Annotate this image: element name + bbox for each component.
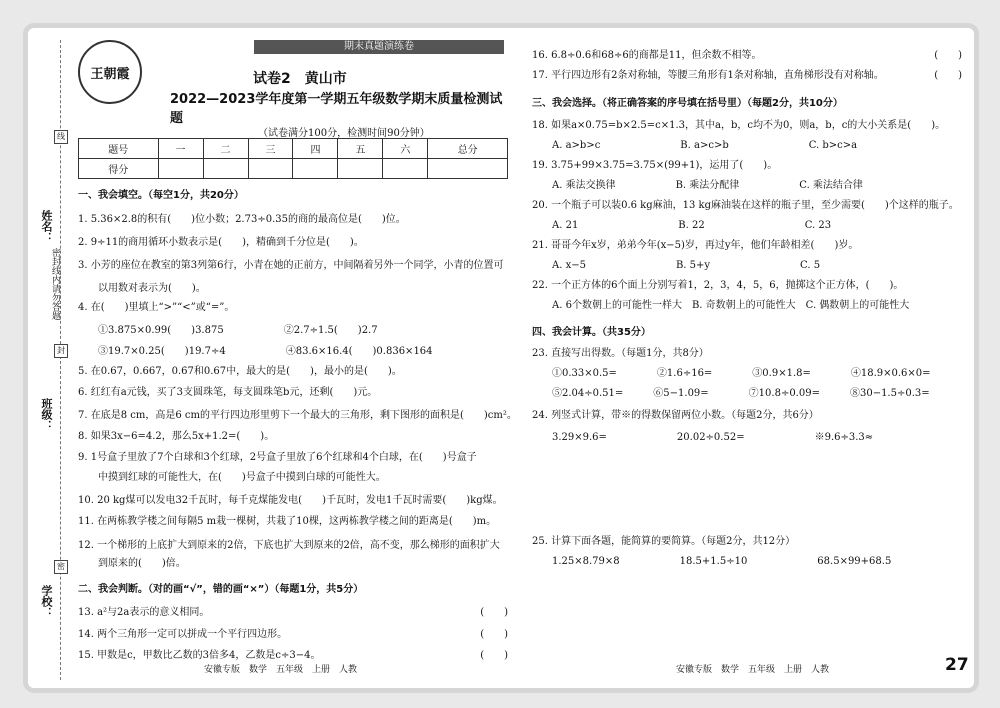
score-input[interactable] — [203, 159, 248, 179]
score-input[interactable] — [293, 159, 338, 179]
question-line — [532, 384, 962, 399]
score-cell: 六 — [383, 139, 428, 159]
question-line — [78, 536, 508, 551]
question-text: A. 6个数朝上的可能性一样大 B. 奇数朝上的可能性大 C. 偶数朝上的可能性大 — [532, 300, 910, 311]
logo: 王朝霞 — [78, 40, 142, 104]
question-text: A. 21 B. 22 C. 23 — [532, 220, 832, 231]
question-line — [78, 603, 508, 618]
banner: 期末真题演练卷 — [254, 40, 504, 54]
question-line — [532, 116, 962, 131]
question-text: 四、我会计算。（共35分） — [532, 327, 651, 338]
question-line — [78, 321, 508, 336]
question-text: 三、我会选择。（将正确答案的序号填在括号里）（每题2分，共10分） — [532, 98, 843, 109]
section-heading — [78, 580, 508, 595]
answer-bracket[interactable]: ( ) — [480, 650, 508, 661]
question-line — [532, 406, 962, 421]
seal-mark-3: 密 — [54, 560, 68, 574]
question-text: A. 乘法交换律 B. 乘法分配律 C. 乘法结合律 — [532, 180, 863, 191]
question-line — [78, 625, 508, 640]
score-cell: 二 — [203, 139, 248, 159]
score-cell: 一 — [158, 139, 203, 159]
section-heading — [532, 94, 962, 109]
question-text: 17. 平行四边形有2条对称轴，等腰三角形有1条对称轴，直角梯形没有对称轴。 — [532, 70, 884, 81]
question-line — [532, 552, 962, 567]
answer-bracket[interactable]: ( ) — [480, 629, 508, 640]
question-line — [78, 342, 508, 357]
answer-bracket[interactable]: ( ) — [934, 50, 962, 61]
school-label: 学校： — [40, 585, 53, 618]
exam-note: （试卷满分100分，检测时间90分钟） — [258, 128, 430, 139]
question-line — [78, 256, 508, 271]
question-line — [532, 428, 962, 443]
question-line — [78, 233, 508, 248]
question-line — [532, 46, 962, 61]
score-cell: 得分 — [79, 159, 159, 179]
question-text: 14. 两个三角形一定可以拼成一个平行四边形。 — [78, 629, 288, 640]
question-text: 1. 5.36×2.8的积有( )位小数；2.73÷0.35的商的最高位是( )位。 — [78, 214, 406, 225]
question-line — [78, 491, 508, 506]
question-line — [532, 236, 962, 251]
page-number: 27 — [945, 655, 969, 675]
footer-right: 安徽专版 数学 五年级 上册 人教 — [676, 665, 830, 675]
question-text: 16. 6.8÷0.6和68÷6的商都是11，但余数不相等。 — [532, 50, 762, 61]
question-text: 9. 1号盒子里放了7个白球和3个红球，2号盒子里放了6个红球和4个白球，在( )号盒子 — [78, 452, 477, 463]
question-line — [78, 512, 508, 527]
question-text: 11. 在两栋教学楼之间每隔5 m栽一棵树，共栽了10棵，这两栋教学楼之间的距离是( )m。 — [78, 516, 497, 527]
question-line — [532, 216, 962, 231]
question-text: 22. 一个正方体的6个面上分别写着1，2，3，4，5，6，抛掷这个正方体，( )。 — [532, 280, 904, 291]
question-text: 1.25×8.79×8 18.5+1.5÷10 68.5×99+68.5 — [532, 556, 892, 567]
question-text: 10. 20 kg煤可以发电32千瓦时，每千克煤能发电( )千瓦时，发电1千瓦时需要( )kg煤。 — [78, 495, 503, 506]
question-text: 2. 9÷11的商用循环小数表示是( )，精确到千分位是( )。 — [78, 237, 364, 248]
name-label: 姓名： — [40, 210, 53, 243]
score-cell: 总分 — [428, 139, 508, 159]
seal-notice: 密封线内请勿答题 — [50, 248, 60, 320]
seal-mark-2: 封 — [54, 344, 68, 358]
question-line — [532, 364, 962, 379]
footer-left: 安徽专版 数学 五年级 上册 人教 — [204, 665, 358, 675]
question-line — [78, 210, 508, 225]
question-text: A. a>b>c B. a>c>b C. b>c>a — [532, 140, 858, 151]
question-text: 8. 如果3x−6=4.2，那么5x+1.2=( )。 — [78, 431, 275, 442]
question-text: 20. 一个瓶子可以装0.6 kg麻油，13 kg麻油装在这样的瓶子里，至少需要( )个这样的瓶子。 — [532, 200, 959, 211]
question-text: 4. 在( )里填上“>”“<”或“=”。 — [78, 302, 235, 313]
question-line — [532, 196, 962, 211]
score-input[interactable] — [383, 159, 428, 179]
score-cell: 四 — [293, 139, 338, 159]
question-text: ①3.875×0.99( )3.875 ②2.7÷1.5( )2.7 — [78, 325, 378, 336]
class-label: 班级： — [40, 398, 53, 431]
question-text: ①0.33×0.5= ②1.6÷16= ③0.9×1.8= ④18.9×0.6×0= — [532, 368, 931, 379]
question-line — [532, 156, 962, 171]
question-line — [78, 383, 508, 398]
question-text: 3.29×9.6= 20.02÷0.52= ※9.6÷3.3≈ — [532, 432, 874, 443]
question-text: 一、我会填空。（每空1分，共20分） — [78, 190, 244, 201]
question-text: 以用数对表示为( )。 — [78, 283, 206, 294]
question-line — [532, 344, 962, 359]
score-input[interactable] — [158, 159, 203, 179]
question-line — [532, 276, 962, 291]
question-text: ③19.7×0.25( )19.7÷4 ④83.6×16.4( )0.836×164 — [78, 346, 433, 357]
question-text: 19. 3.75+99×3.75=3.75×(99+1)，运用了( )。 — [532, 160, 778, 171]
question-text: 18. 如果a×0.75=b×2.5=c×1.3，其中a，b，c均不为0，则a，b，c的大小关系是( )。 — [532, 120, 946, 131]
question-line — [532, 136, 962, 151]
question-line — [532, 66, 962, 81]
question-line — [532, 256, 962, 271]
question-text: A. x−5 B. 5+y C. 5 — [532, 260, 821, 271]
question-text: 24. 列竖式计算，带※的得数保留两位小数。（每题2分，共6分） — [532, 410, 819, 421]
question-line — [78, 468, 508, 483]
answer-bracket[interactable]: ( ) — [934, 70, 962, 81]
question-line — [78, 406, 517, 421]
question-line — [78, 298, 508, 313]
answer-bracket[interactable]: ( ) — [480, 607, 508, 618]
question-line — [532, 176, 962, 191]
question-line — [78, 646, 508, 661]
score-row-scores — [79, 159, 508, 179]
question-text: 到原来的( )倍。 — [78, 558, 186, 569]
question-text: 6. 红红有a元钱，买了3支圆珠笔，每支圆珠笔b元，还剩( )元。 — [78, 387, 378, 398]
question-line — [78, 427, 508, 442]
question-text: 23. 直接写出得数。（每题1分，共8分） — [532, 348, 709, 359]
score-input[interactable] — [338, 159, 383, 179]
question-line — [78, 448, 508, 463]
section-heading — [532, 323, 962, 338]
score-cell: 三 — [248, 139, 293, 159]
score-cell: 题号 — [79, 139, 159, 159]
seal-mark-1: 线 — [54, 130, 68, 144]
question-text: 25. 计算下面各题，能简算的要简算。（每题2分，共12分） — [532, 536, 796, 547]
section-heading — [78, 186, 508, 201]
question-text: 5. 在0.67，0.667，0.6̇7和0.67̇中，最大的是( )，最小的是( )。 — [78, 366, 402, 377]
question-text: 13. a²与2a表示的意义相同。 — [78, 607, 210, 618]
score-cell: 五 — [338, 139, 383, 159]
question-text: 21. 哥哥今年x岁，弟弟今年(x−5)岁，再过y年，他们年龄相差( )岁。 — [532, 240, 859, 251]
question-text: ⑤2.04÷0.51= ⑥5−1.09= ⑦10.8÷0.09= ⑧30−1.5÷0.3= — [532, 388, 930, 399]
question-text: 二、我会判断。（对的画“√”，错的画“×”）（每题1分，共5分） — [78, 584, 364, 595]
score-row-header — [79, 139, 508, 159]
exam-subtitle: 2022—2023学年度第一学期五年级数学期末质量检测试题 — [170, 92, 503, 126]
question-line — [78, 554, 508, 569]
score-input[interactable] — [248, 159, 293, 179]
question-line — [78, 279, 508, 294]
question-text: 12. 一个梯形的上底扩大到原来的2倍，下底也扩大到原来的2倍，高不变，那么梯形的面积扩大 — [78, 540, 500, 551]
question-line — [532, 532, 962, 547]
question-text: 15. 甲数是c，甲数比乙数的3倍多4，乙数是c÷3−4。 — [78, 650, 321, 661]
question-line — [532, 296, 962, 311]
question-text: 中摸到红球的可能性大，在( )号盒子中摸到白球的可能性大。 — [78, 472, 386, 483]
exam-title: 试卷2 黄山市 — [253, 71, 347, 87]
question-text: 7. 在底是8 cm，高是6 cm的平行四边形里剪下一个最大的三角形，剩下图形的面积是( )cm²。 — [78, 410, 517, 421]
question-line — [78, 362, 508, 377]
question-text: 3. 小芳的座位在教室的第3列第6行，小青在她的正前方，中间隔着另外一个同学，小青的位置可 — [78, 260, 504, 271]
score-input[interactable] — [428, 159, 508, 179]
score-table — [78, 138, 508, 179]
